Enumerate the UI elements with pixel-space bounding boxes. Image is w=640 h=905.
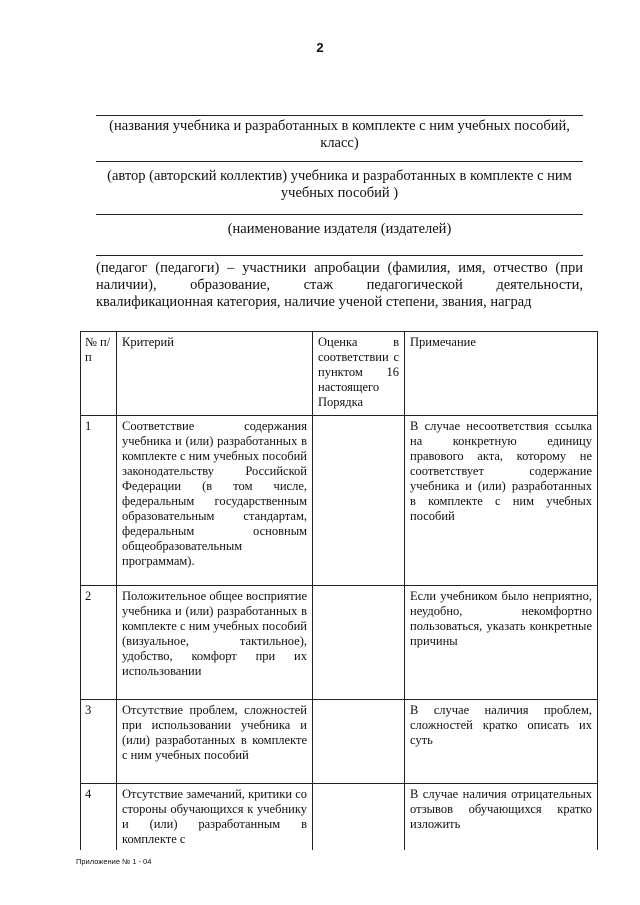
row-criterion: Соответствие содержания учебника и (или) разработанных в комплекте с ним учебных пособий законодательству Российской Федерации (в том числе, федеральным государственным образовательным стандартам, федеральным основным общеобразовательным программам). bbox=[117, 416, 313, 586]
row-num: 2 bbox=[81, 586, 117, 700]
row-note: Если учебником было неприятно, неудобно, некомфортно пользоваться, указать конкретные причины bbox=[405, 586, 598, 700]
teachers-caption: (педагог (педагоги) – участники апробации (фамилия, имя, отчество (при наличии), образование, стаж педагогической деятельности, квалификационная категория, наличие ученой степени, звания, наград bbox=[96, 260, 583, 310]
row-num: 1 bbox=[81, 416, 117, 586]
table-header-row bbox=[81, 332, 598, 416]
row-score bbox=[313, 700, 405, 784]
row-note: В случае несоответствия ссылка на конкретную единицу правового акта, которому не соответствует содержание учебника и (или) разработанных в комплекте с ним учебных пособий bbox=[405, 416, 598, 586]
header-num: № п/п bbox=[81, 332, 117, 416]
row-note: В случае наличия отрицательных отзывов обучающихся кратко изложить bbox=[405, 784, 598, 851]
header-criterion: Критерий bbox=[117, 332, 313, 416]
row-criterion: Положительное общее восприятие учебника и (или) разработанных в комплекте с ним учебных пособий (визуальное, тактильное), удобство, комфорт при их использовании bbox=[117, 586, 313, 700]
row-criterion: Отсутствие замечаний, критики со стороны обучающихся к учебнику и (или) разработанным в комплекте с bbox=[117, 784, 313, 851]
table-row bbox=[81, 700, 598, 784]
header-note: Примечание bbox=[405, 332, 598, 416]
teachers-blank-line bbox=[96, 255, 583, 256]
criteria-table bbox=[80, 331, 598, 850]
authors-blank-line bbox=[96, 161, 583, 162]
row-score bbox=[313, 586, 405, 700]
authors-caption: (автор (авторский коллектив) учебника и разработанных в комплекте с ним учебных пособий ) bbox=[107, 168, 572, 201]
row-criterion: Отсутствие проблем, сложностей при использовании учебника и (или) разработанных в комплекте с ним учебных пособий bbox=[117, 700, 313, 784]
textbook-caption: (названия учебника и разработанных в комплекте с ним учебных пособий, класс) bbox=[109, 118, 570, 151]
footer-appendix-label: Приложение № 1 - 04 bbox=[76, 857, 152, 866]
table-row bbox=[81, 586, 598, 700]
textbook-blank-line bbox=[96, 115, 583, 116]
row-score bbox=[313, 416, 405, 586]
publisher-blank-line bbox=[96, 214, 583, 215]
row-num: 3 bbox=[81, 700, 117, 784]
publisher-caption: (наименование издателя (издателей) bbox=[227, 221, 452, 237]
table-row bbox=[81, 416, 598, 586]
page-number: 2 bbox=[316, 40, 324, 55]
row-score bbox=[313, 784, 405, 851]
header-score: Оценка в соответствии с пунктом 16 настоящего Порядка bbox=[313, 332, 405, 416]
row-note: В случае наличия проблем, сложностей кратко описать их суть bbox=[405, 700, 598, 784]
table-row bbox=[81, 784, 598, 851]
row-num: 4 bbox=[81, 784, 117, 851]
